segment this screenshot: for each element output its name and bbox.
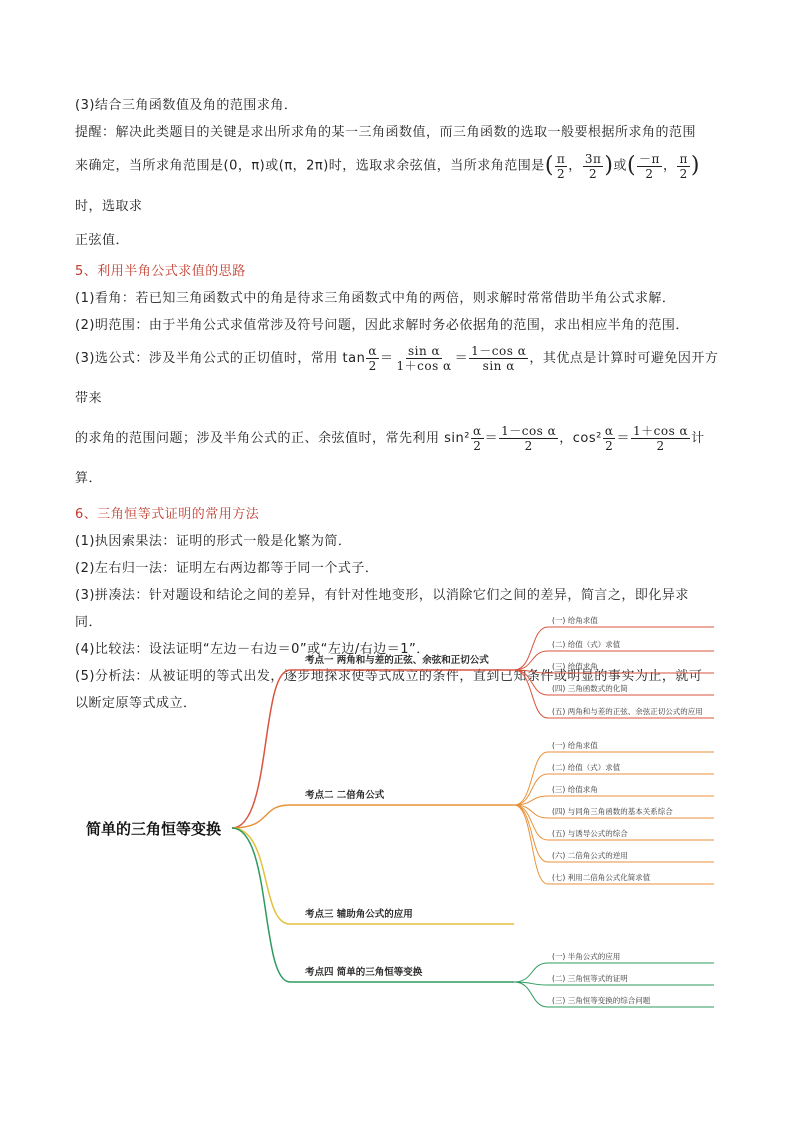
sub-connector [514,982,548,1007]
hint-line-3: 正弦值． [75,232,130,248]
fraction-pi-over-2: $\frac{\pi}{2}$ [556,151,566,181]
topic-label: 考点二 二倍角公式 [305,790,385,801]
topic-label: 考点一 两角和与差的正弦、余弦和正切公式 [305,655,489,666]
topic-label: 考点三 辅助角公式的应用 [305,909,413,920]
hint-line-1: 提醒：解决此类题目的关键是求出所求角的某一三角函数值，而三角函数的选取一般要根据所求角的范围 [75,125,697,140]
s6-item-5: (5)分析法：从被证明的等式出发，逐步地探求使等式成立的条件，直到已知条件或明显的事实为止，就可 [75,668,703,684]
fraction-minus-pi-over-2: $\frac{-\pi}{2}$ [639,151,660,181]
hint-line-2: 来确定，当所求角范围是(0，π)或(π，2π)时，选取求余弦值，当所求角范围是( $\frac{\pi}{2}$ ， $\frac{3\pi}{2}$ )或( $\frac{-\pi}{2}$ ， $\frac{\pi}{2}$ )时，选取求 [75,151,700,214]
sub-item-label: (五) 与诱导公式的综合 [552,829,628,838]
sub-item-label: (三) 给值求角 [552,662,598,671]
branch-connector [232,828,290,924]
sub-connector [514,651,548,670]
s6-item-5-cont: 以断定原等式成立． [75,695,197,711]
sub-item-label: (三) 给值求角 [552,785,598,794]
branch-connector [232,828,290,982]
sub-item-label: (二) 三角恒等式的证明 [552,974,628,983]
fraction-pi-over-2b: $\frac{\pi}{2}$ [679,151,688,181]
s5-item-1: (1)看角：若已知三角函数式中的角是待求三角函数式中角的两倍，则求解时常常借助半角公式求解． [75,290,676,306]
s6-item-4: (4)比较法：设法证明“左边－右边＝0”或“左边/右边＝1”． [75,641,430,657]
sub-item-label: (三) 三角恒等变换的综合问题 [552,996,651,1005]
branch-connector [232,670,290,828]
sub-item-label: (二) 给值（式）求值 [552,640,621,649]
sub-item-label: (一) 给角求值 [552,616,598,625]
section-5-title: 5、利用半角公式求值的思路 [75,263,246,279]
s6-item-2: (2)左右归一法：证明左右两边都等于同一个式子． [75,560,379,576]
sub-item-label: (二) 给值（式）求值 [552,763,621,772]
s6-item-3: (3)拼凑法：针对题设和结论之间的差异，有针对性地变形，以消除它们之间的差异，简言之，即化异求 [75,587,689,603]
sub-connector [514,774,548,805]
s6-item-1: (1)执因索果法：证明的形式一般是化繁为简． [75,533,352,549]
s5-item-3: (3)选公式：涉及半角公式的正切值时，常用 tan $\frac{\alpha}{2}$ ＝ $\frac{\text{sin α}}{\text{1＋cos α}}$ ＝ $\frac{\text{1－cos α}}{\text{sin α}}$ ，其优点是计算时可避免因开方带来 [75,343,719,406]
s6-item-3-cont: 同． [75,614,103,630]
s5-item-2: (2)明范围：由于半角公式求值常涉及符号问题，因此求解时务必依据角的范围，求出相应半角的范围． [75,317,689,333]
fraction-3pi-over-2: $\frac{3\pi}{2}$ [584,151,602,181]
section-6-title: 6、三角恒等式证明的常用方法 [75,506,260,522]
sub-item-label: (四) 与同角三角函数的基本关系综合 [552,807,673,816]
sub-item-label: (一) 给角求值 [552,741,598,750]
sub-item-label: (五) 两角和与差的正弦、余弦正切公式的应用 [552,707,703,716]
sub-connector [514,627,548,670]
s5-item-3-cont: 的求角的范围问题；涉及半角公式的正、余弦值时，常先利用 sin² $\frac{\alpha}{2}$ ＝ $\frac{\text{1－cos α}}{2}$ ，cos² $\frac{\alpha}{2}$ ＝ $\frac{\text{1＋cos α}}{2}$ 计算． [75,423,705,486]
sub-connector [514,805,548,884]
sub-connector [514,805,548,862]
item3-title: (3)结合三角函数值及角的范围求角． [75,98,298,113]
sub-connector [514,963,548,982]
sub-item-label: (六) 二倍角公式的逆用 [552,851,628,860]
sub-connector [514,752,548,805]
mind-map-root: 简单的三角恒等变换 [86,820,222,838]
topic-label: 考点四 简单的三角恒等变换 [305,967,423,978]
sub-item-label: (四) 三角函数式的化简 [552,684,628,693]
sub-item-label: (一) 半角公式的应用 [552,952,621,961]
sub-item-label: (七) 利用二倍角公式化简求值 [552,873,651,882]
